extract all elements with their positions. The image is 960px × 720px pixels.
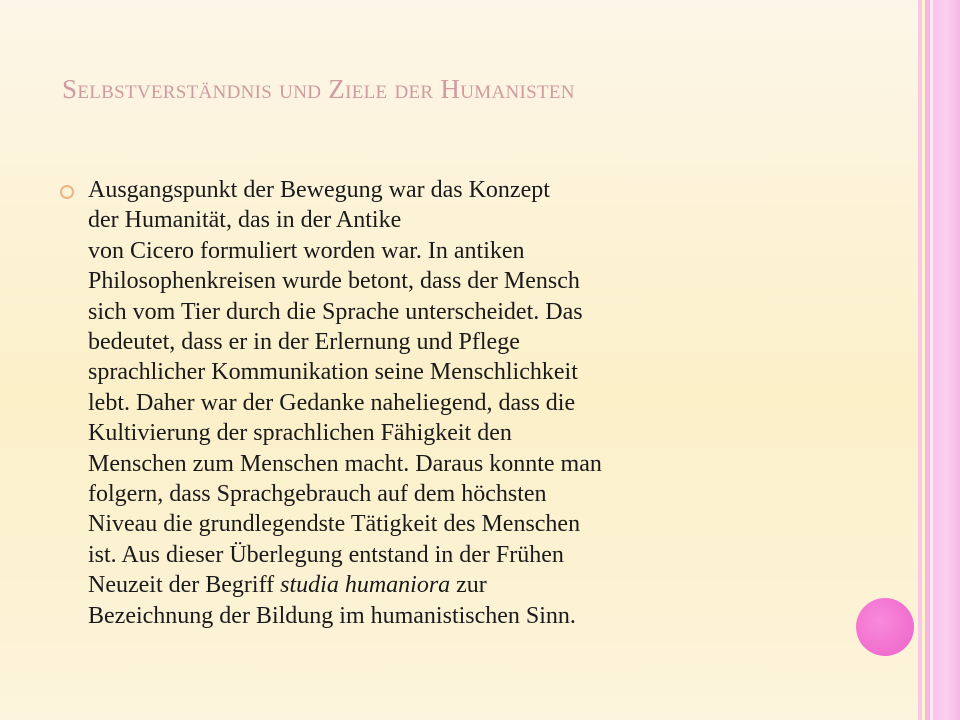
paragraph-line: bedeutet, dass er in der Erlernung und Pflege	[88, 329, 520, 356]
paragraph-line: Philosophenkreisen wurde betont, dass der Mensch	[88, 268, 580, 295]
decorative-stripe-band	[933, 0, 960, 720]
paragraph-line: Kultivierung der sprachlichen Fähigkeit den	[88, 420, 512, 447]
paragraph-line: Ausgangspunkt der Bewegung war das Konzept	[88, 177, 550, 203]
paragraph-line: Bezeichnung der Bildung im humanistischen Sinn.	[88, 602, 576, 629]
paragraph-line: sich vom Tier durch die Sprache unterscheidet. Das	[88, 298, 583, 325]
paragraph-line: lebt. Daher war der Gedanke naheliegend, dass die	[88, 389, 576, 416]
paragraph-line: ist. Aus dieser Überlegung entstand in der Frühen	[88, 541, 564, 568]
line-prefix: Neuzeit der Begriff	[88, 572, 281, 599]
paragraph-line-with-italic	[88, 570, 848, 600]
pink-circle-decoration	[856, 598, 914, 656]
line-suffix: zur	[450, 572, 487, 599]
italic-term: studia humaniora	[280, 572, 451, 599]
paragraph-line: sprachlicher Kommunikation seine Menschlichkeit	[88, 359, 578, 386]
paragraph-line: von Cicero formuliert worden war. In antiken	[88, 237, 525, 264]
paragraph-line: Niveau die grundlegendste Tätigkeit des Menschen	[88, 511, 581, 538]
bullet-circle-icon	[60, 185, 74, 199]
paragraph-line: der Humanität, das in der Antike	[88, 207, 402, 234]
bullet-paragraph	[88, 175, 848, 631]
paragraph-line: folgern, dass Sprachgebrauch auf dem höchsten	[88, 481, 547, 508]
slide-title: Selbstverständnis und Ziele der Humanisten	[62, 74, 575, 104]
paragraph-line: Menschen zum Menschen macht. Daraus konnte man	[88, 450, 602, 477]
